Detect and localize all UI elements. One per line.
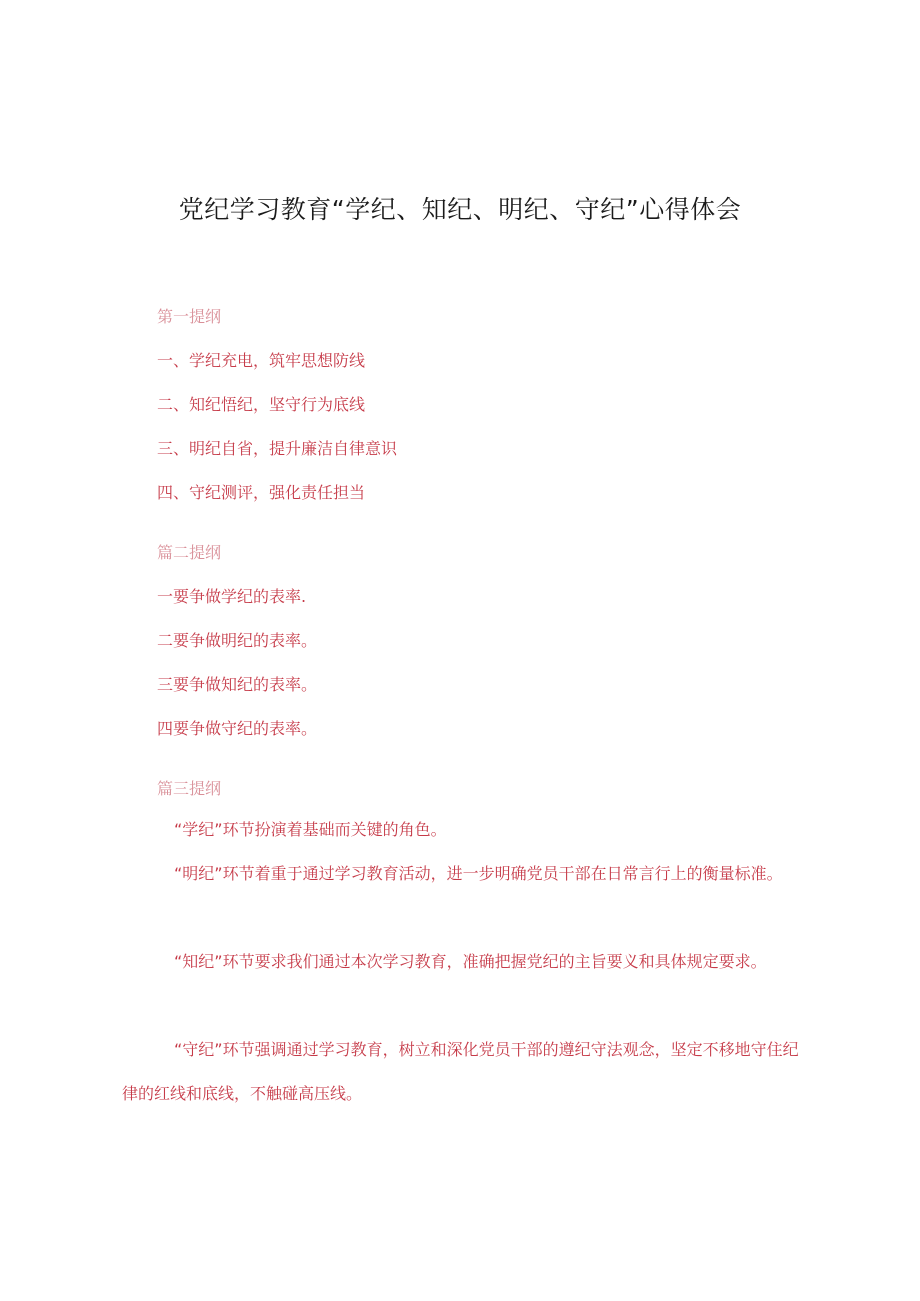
outline3-paragraph-3: “知纪”环节要求我们通过本次学习教育，准确把握党纪的主旨要义和具体规定要求。: [174, 952, 767, 971]
outline2-item-4: 四要争做守纪的表率。: [157, 719, 318, 738]
outline1-item-3: 三、明纪自省，提升廉洁自律意识: [157, 439, 398, 458]
outline3-paragraph-2: “明纪”环节着重于通过学习教育活动，进一步明确党员干部在日常言行上的衡量标准。: [174, 864, 783, 883]
outline2-item-3: 三要争做知纪的表率。: [157, 675, 318, 694]
outline3-paragraph-4: “守纪”环节强调通过学习教育，树立和深化党员干部的遵纪守法观念，坚定不移地守住纪律的红线和底线，不触碰高压线。: [122, 1040, 799, 1103]
outline3-paragraph-1: “学纪”环节扮演着基础而关键的角色。: [174, 820, 447, 839]
outline2-heading: 篇二提纲: [157, 543, 222, 562]
outline3-heading: 篇三提纲: [157, 779, 222, 798]
outline1-heading: 第一提纲: [157, 307, 222, 326]
outline1-item-4: 四、守纪测评，强化责任担当: [157, 483, 366, 502]
outline2-item-1: 一要争做学纪的表率.: [157, 587, 307, 606]
outline1-item-2: 二、知纪悟纪，坚守行为底线: [157, 395, 366, 414]
outline1-item-1: 一、学纪充电，筑牢思想防线: [157, 351, 366, 370]
document-title: 党纪学习教育“学纪、知纪、明纪、守纪”心得体会: [178, 195, 742, 224]
outline2-item-2: 二要争做明纪的表率。: [157, 631, 318, 650]
